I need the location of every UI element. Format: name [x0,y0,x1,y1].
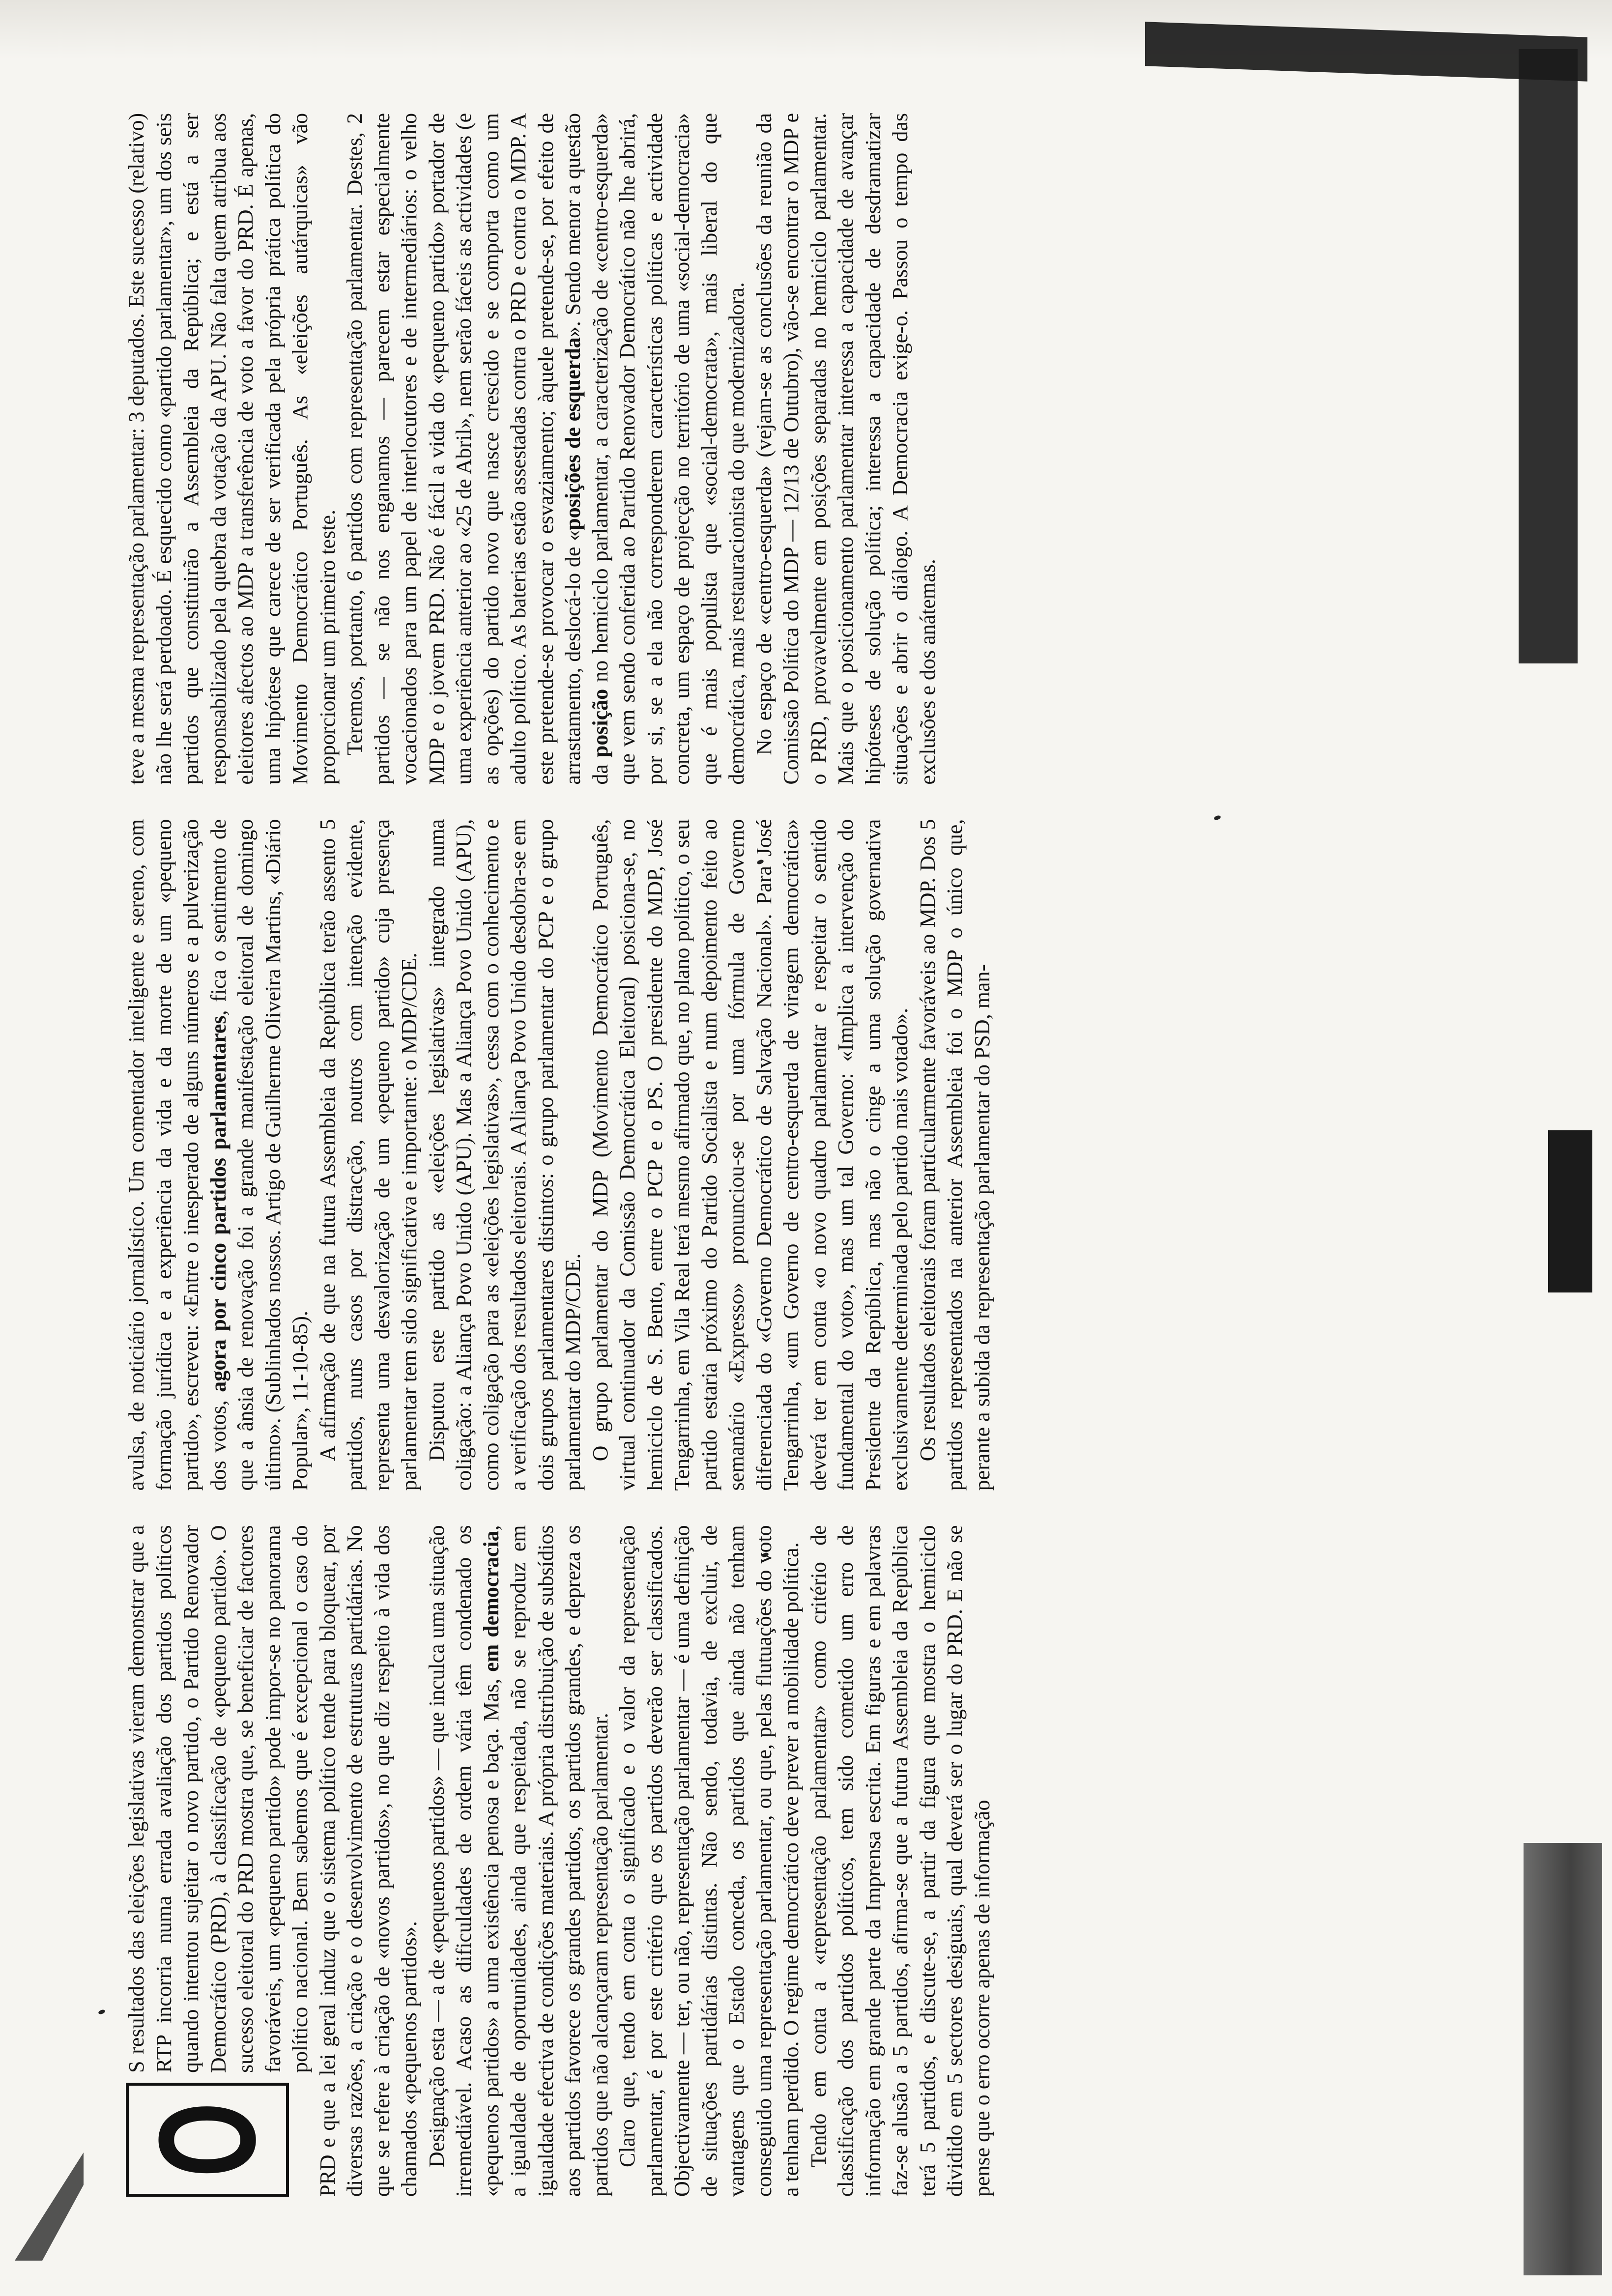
scan-dark-mark [1548,1130,1592,1292]
scan-dark-edge [1524,1843,1602,2275]
article-paragraph: Designação esta — a de «pequenos partidos» — que inculca uma situação irremediável. Acaso as dificuldades de ordem vária têm condenado os «pequenos partidos» a uma existência penosa e baça. Mas, em democracia, a igualdade de oportunidades, ainda que respeitada, não se reproduz em igualdade efectiva de condições materiais. A própria distribuição de subsídios aos partidos favorece os grandes partidos, os partidos grandes, e depreza os partidos que não alcançaram representação parlamentar. [424,1525,612,2197]
article-column-3 [123,113,1469,785]
drop-cap: O [126,2083,289,2197]
emphasis: posições de esquerda [561,337,585,530]
emphasis: em democracia [479,1530,503,1672]
article-paragraph: No espaço de «centro-esquerda» (vejam-se as conclusões da reunião da Comissão Política do MDP — 12/13 de Outubro), vão-se encontrar o MDP e o PRD, provavelmente em posições separadas no hemiciclo parlamentar. Mais que o posicionamento parlamentar interessa a capacidade de avançar hipóteses de solução política; interessa a capacidade de desdramatizar situações e abrir o diálogo. A Democracia exige-o. Passou o tempo das exclusões e dos anátemas. [751,113,940,785]
article-paragraph: Teremos, portanto, 6 partidos com representação parlamentar. Destes, 2 partidos — se não nos enganamos — parecem estar especialmente vocacionados para um papel de interlocutores e de intermediários: o velho MDP e o jovem PRD. Não é fácil a vida do «pequeno partido» portador de uma experiência anterior ao «25 de Abril», nem serão fáceis as actividades (e as opções) do partido novo que nasce crescido e se comporta como um adulto político. As baterias estão assestadas contra o PRD e contra o MDP. A este pretende-se provocar o esvaziamento; àquele pretende-se, por efeito de arrastamento, deslocá-lo de «posições de esquerda». Sendo menor a questão da posição no hemiciclo parlamentar, a caracterização de «centro-esquerda» que vem sendo conferida ao Partido Renovador Democrático não lhe abrirá, por si, se a ela não corresponderem características políticas e actividade concreta, um espaço de projecção no território de uma «social-democracia» que é mais populista que «social-democrata», mais liberal do que democrática, mais restauracionista do que modernizadora. [343,113,748,785]
article-paragraph: Claro que, tendo em conta o significado e o valor da representação parlamentar, é por este critério que os partidos deverão ser classificados. Objectivamente — ter, ou não, representação parlamentar — é uma definição de situações partidárias distintas. Não sendo, todavia, de excluir, de vantagens que o Estado conceda, os partidos que ainda não tenham conseguido uma representação parlamentar, ou que, pelas flutuações do voto a tenham perdido. O regime democrático deve prever a mobilidade política. [615,1525,803,2197]
article-paragraph: Tendo em conta a «representação parlamentar» como critério de classificação dos partidos políticos, tem sido cometido um erro de informação em grande parte da Imprensa escrita. Em figuras e em palavras faz-se alusão a 5 partidos, afirma-se que a futura Assembleia da República terá 5 partidos, e discute-se, a partir da figura que mostra o hemiciclo dividido em 5 sectores desiguais, qual deverá ser o lugar do PRD. E não se pense que o erro ocorre apenas de informação [806,1525,994,2197]
article-column-1 [123,1525,1469,2197]
article-paragraph: O grupo parlamentar do MDP (Movimento Democrático Português, virtual continuador da Comissão Democrática Eleitoral) posiciona-se, no hemiciclo de S. Bento, entre o PCP e o PS. O presidente do MDP, José Tengarrinha, em Vila Real terá mesmo afirmado que, no plano político, o seu partido estaria próximo do Partido Socialista e num depoimento feito ao semanário «Expresso» pronunciou-se por uma fórmula de Governo diferenciada do «Governo Democrático de Salvação Nacional». Para José Tengarrinha, «um Governo de centro-esquerda de viragem democrática» deverá ter em conta «o novo quadro parlamentar e respeitar o sentido fundamental do voto», mas um tal Governo: «Implica a intervenção do Presidente da República, mas não o cinge a uma solução governativa exclusivamente determinada pelo partido mais votado». [588,819,912,1491]
article-paragraph: teve a mesma representação parlamentar: 3 deputados. Este sucesso (relativo) não lhe será perdoado. É esquecido como «partido parlamentar», um dos seis partidos que constituirão a Assembleia da República; e está a ser responsabilizado pela quebra da votação da APU. Não falta quem atribua aos eleitores afectos ao MDP a transferência de voto a favor do PRD. É apenas, uma hipótese que carece de ser verificada pela própria prática política do Movimento Democrático Português. As «eleições autárquicas» vão proporcionar um primeiro teste. [124,113,340,785]
article-paragraph: Disputou este partido as «eleições legislativas» integrado numa coligação: a Aliança Povo Unido (APU). Mas a Aliança Povo Unido (APU), como coligação para as «eleições legislativas», cessa com o conhecimento e a verificação dos resultados eleitorais. A Aliança Povo Unido desdobra-se em dois grupos parlamentares distintos: o grupo parlamentar do PCP e o grupo parlamentar do MDP/CDE. [424,819,585,1491]
scan-speck [98,2009,106,2015]
scan-dark-strip [1519,49,1578,663]
article-paragraph: avulsa, de noticiário jornalístico. Um comentador inteligente e sereno, com formação jurídica e a experiência da vida e da morte de um «pequeno partido», escreveu: «Entre o inesperado de alguns números e a pulverização dos votos, agora por cinco partidos parlamentares, fica o sentimento de que a ânsia de renovação foi a grande manifestação eleitoral de domingo último». (Sublinhados nossos. Artigo de Guilherme Oliveira Martins, «Diário Popular», 11-10-85). [124,819,312,1491]
emphasis: agora por cinco partidos parlamentares [206,1015,230,1392]
article-page [123,113,1469,2197]
scan-corner-mark [15,2152,84,2261]
article-columns [123,113,1469,2197]
article-paragraph: A afirmação de que na futura Assembleia da República terão assento 5 partidos, nuns casos por distracção, noutros com intenção evidente, representa uma desvalorização de um «pequeno partido» cuja presença parlamentar tem sido significativa e importante: o MDP/CDE. [315,819,421,1491]
article-paragraph: Os resultados eleitorais foram particularmente favoráveis ao MDP. Dos 5 partidos representados na anterior Assembleia foi o MDP o único que, perante a subida da representação parlamentar do PSD, man- [915,819,994,1491]
emphasis: posição [588,689,612,758]
article-paragraph: O S resultados das eleições legislativas vieram demonstrar que a RTP incorria numa errada avaliação dos partidos políticos quando intentou sujeitar o novo partido, o Partido Renovador Democrático (PRD), à classificação de «pequeno partido». O sucesso eleitoral do PRD mostra que, se beneficiar de factores favoráveis, um «pequeno partido» pode impor-se no panorama político nacional. Bem sabemos que é excepcional o caso do PRD e que a lei geral induz que o sistema político tende para bloquear, por diversas razões, a criação e o desenvolvimento de estruturas partidárias. No que se refere à criação de «novos partidos», no que diz respeito à vida dos chamados «pequenos partidos». [124,1525,421,2197]
article-column-2 [123,819,1469,1491]
